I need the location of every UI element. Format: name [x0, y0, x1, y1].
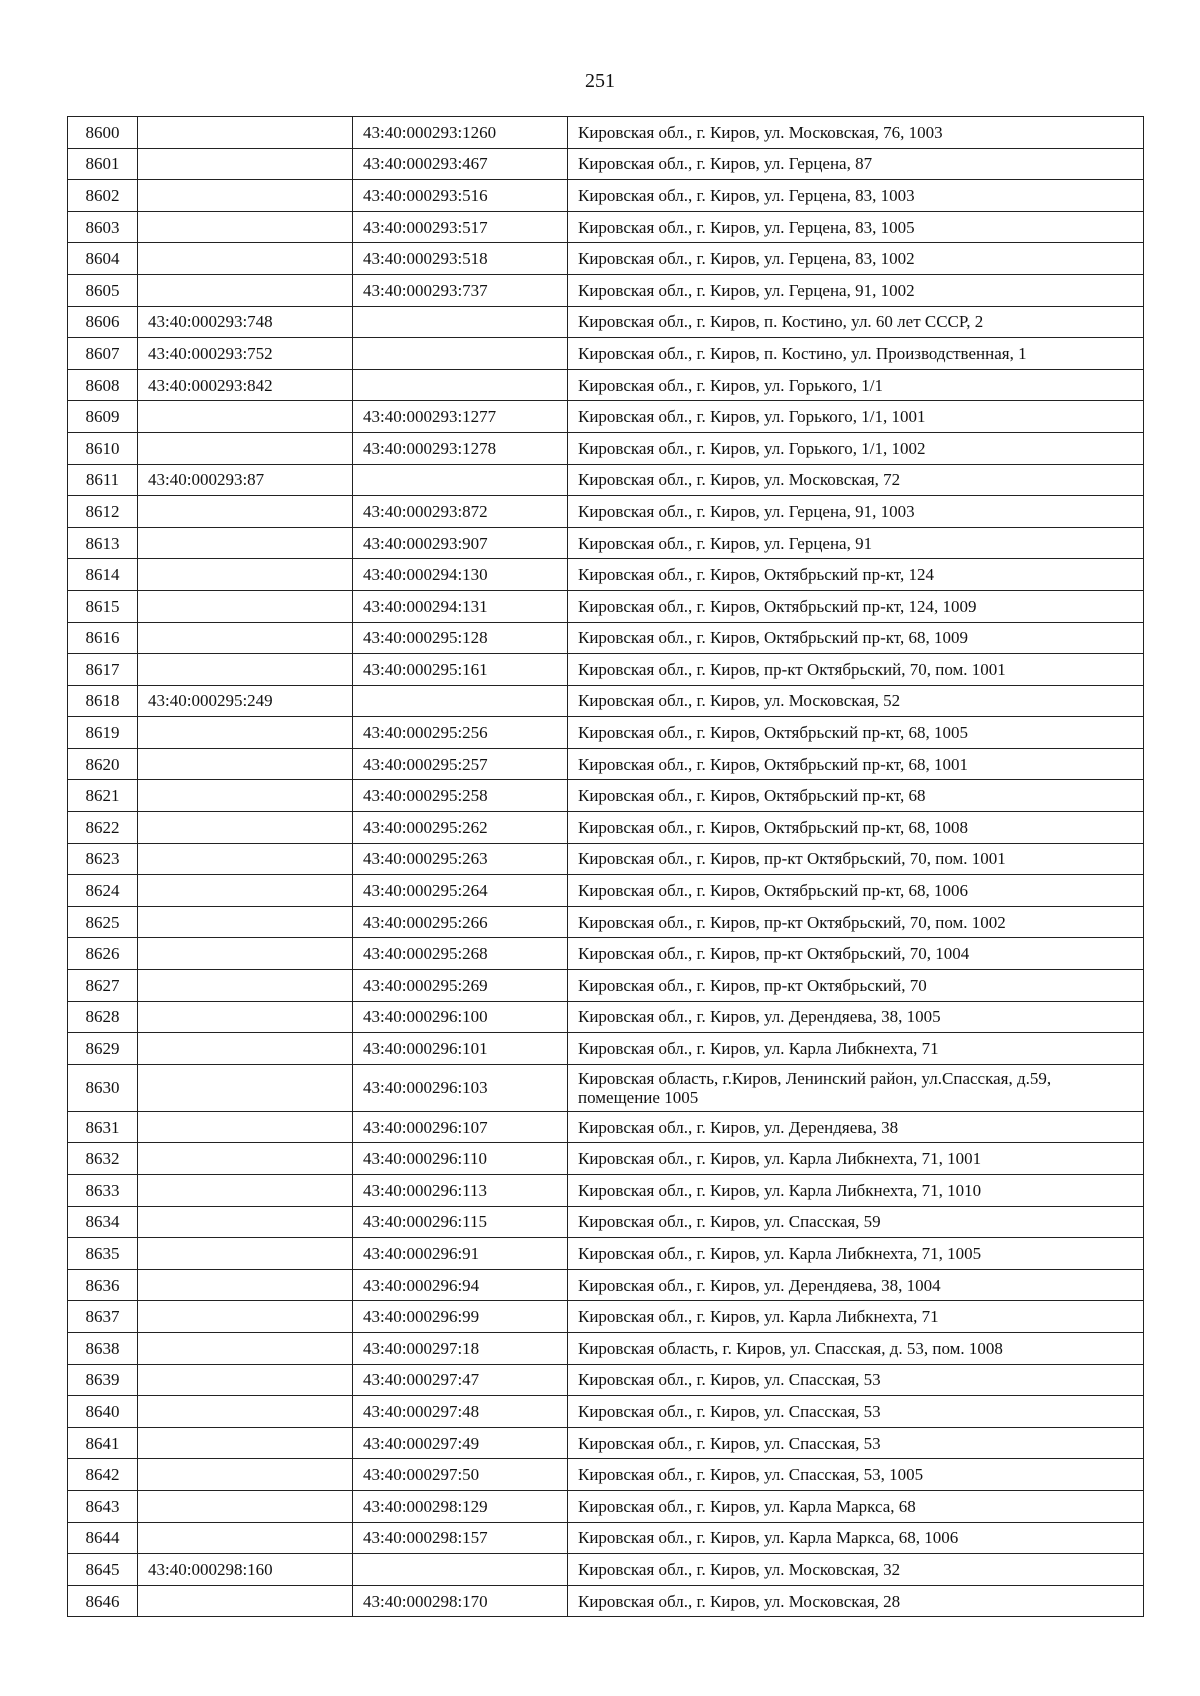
row-number-cell: 8609 — [68, 401, 138, 433]
building-cadastral-cell: 43:40:000298:157 — [353, 1522, 568, 1554]
address-cell: Кировская обл., г. Киров, ул. Карла Либкнехта, 71 — [568, 1301, 1144, 1333]
address-cell: Кировская обл., г. Киров, ул. Спасская, 53 — [568, 1427, 1144, 1459]
building-cadastral-cell: 43:40:000293:1260 — [353, 117, 568, 149]
building-cadastral-cell: 43:40:000293:872 — [353, 496, 568, 528]
address-cell: Кировская обл., г. Киров, ул. Карла Либкнехта, 71, 1005 — [568, 1238, 1144, 1270]
table-row — [68, 1238, 1144, 1270]
address-cell: Кировская обл., г. Киров, ул. Горького, 1/1 — [568, 369, 1144, 401]
building-cadastral-cell: 43:40:000295:128 — [353, 622, 568, 654]
building-cadastral-cell: 43:40:000298:170 — [353, 1585, 568, 1617]
land-cadastral-cell — [138, 1175, 353, 1207]
address-cell: Кировская обл., г. Киров, ул. Герцена, 83, 1005 — [568, 211, 1144, 243]
address-cell: Кировская обл., г. Киров, ул. Герцена, 91, 1003 — [568, 496, 1144, 528]
address-cell: Кировская обл., г. Киров, ул. Дерендяева, 38, 1004 — [568, 1269, 1144, 1301]
land-cadastral-cell — [138, 590, 353, 622]
table-row — [68, 369, 1144, 401]
table-row — [68, 1206, 1144, 1238]
address-cell: Кировская обл., г. Киров, ул. Спасская, 53 — [568, 1364, 1144, 1396]
land-cadastral-cell — [138, 938, 353, 970]
building-cadastral-cell: 43:40:000293:907 — [353, 527, 568, 559]
table-row — [68, 464, 1144, 496]
land-cadastral-cell — [138, 1269, 353, 1301]
row-number-cell: 8638 — [68, 1332, 138, 1364]
land-cadastral-cell — [138, 1001, 353, 1033]
table-row — [68, 274, 1144, 306]
address-cell: Кировская обл., г. Киров, пр-кт Октябрьский, 70, 1004 — [568, 938, 1144, 970]
table-body — [68, 117, 1144, 1617]
address-cell: Кировская обл., г. Киров, пр-кт Октябрьский, 70, пом. 1001 — [568, 654, 1144, 686]
land-cadastral-cell — [138, 717, 353, 749]
row-number-cell: 8637 — [68, 1301, 138, 1333]
land-cadastral-cell — [138, 780, 353, 812]
address-cell: Кировская обл., г. Киров, ул. Московская, 72 — [568, 464, 1144, 496]
row-number-cell: 8618 — [68, 685, 138, 717]
land-cadastral-cell: 43:40:000293:748 — [138, 306, 353, 338]
building-cadastral-cell: 43:40:000297:50 — [353, 1459, 568, 1491]
table-row — [68, 211, 1144, 243]
row-number-cell: 8617 — [68, 654, 138, 686]
table-row — [68, 243, 1144, 275]
row-number-cell: 8629 — [68, 1033, 138, 1065]
building-cadastral-cell: 43:40:000298:129 — [353, 1490, 568, 1522]
land-cadastral-cell — [138, 1522, 353, 1554]
address-cell: Кировская обл., г. Киров, п. Костино, ул. 60 лет СССР, 2 — [568, 306, 1144, 338]
address-cell: Кировская обл., г. Киров, ул. Московская, 28 — [568, 1585, 1144, 1617]
land-cadastral-cell — [138, 432, 353, 464]
address-cell: Кировская обл., г. Киров, ул. Карла Либкнехта, 71 — [568, 1033, 1144, 1065]
row-number-cell: 8604 — [68, 243, 138, 275]
building-cadastral-cell: 43:40:000297:49 — [353, 1427, 568, 1459]
row-number-cell: 8639 — [68, 1364, 138, 1396]
table-row — [68, 1396, 1144, 1428]
table-row — [68, 906, 1144, 938]
table-row — [68, 1332, 1144, 1364]
row-number-cell: 8645 — [68, 1554, 138, 1586]
land-cadastral-cell — [138, 622, 353, 654]
row-number-cell: 8627 — [68, 970, 138, 1002]
land-cadastral-cell — [138, 1238, 353, 1270]
cadastral-table — [67, 116, 1144, 1617]
land-cadastral-cell — [138, 875, 353, 907]
building-cadastral-cell: 43:40:000294:131 — [353, 590, 568, 622]
table-row — [68, 1459, 1144, 1491]
row-number-cell: 8601 — [68, 148, 138, 180]
land-cadastral-cell — [138, 970, 353, 1002]
table-row — [68, 1585, 1144, 1617]
address-cell: Кировская обл., г. Киров, пр-кт Октябрьский, 70, пом. 1002 — [568, 906, 1144, 938]
building-cadastral-cell: 43:40:000296:110 — [353, 1143, 568, 1175]
address-cell: Кировская обл., г. Киров, Октябрьский пр-кт, 68 — [568, 780, 1144, 812]
building-cadastral-cell — [353, 338, 568, 370]
building-cadastral-cell: 43:40:000296:103 — [353, 1064, 568, 1111]
row-number-cell: 8640 — [68, 1396, 138, 1428]
row-number-cell: 8621 — [68, 780, 138, 812]
building-cadastral-cell — [353, 464, 568, 496]
row-number-cell: 8603 — [68, 211, 138, 243]
building-cadastral-cell: 43:40:000296:91 — [353, 1238, 568, 1270]
table-row — [68, 748, 1144, 780]
building-cadastral-cell: 43:40:000295:262 — [353, 812, 568, 844]
table-row — [68, 812, 1144, 844]
address-cell: Кировская обл., г. Киров, ул. Московская, 52 — [568, 685, 1144, 717]
table-row — [68, 148, 1144, 180]
land-cadastral-cell — [138, 496, 353, 528]
building-cadastral-cell: 43:40:000295:258 — [353, 780, 568, 812]
land-cadastral-cell — [138, 1585, 353, 1617]
building-cadastral-cell: 43:40:000297:18 — [353, 1332, 568, 1364]
address-cell: Кировская область, г. Киров, ул. Спасская, д. 53, пом. 1008 — [568, 1332, 1144, 1364]
land-cadastral-cell — [138, 1332, 353, 1364]
table-row — [68, 1143, 1144, 1175]
row-number-cell: 8626 — [68, 938, 138, 970]
land-cadastral-cell — [138, 211, 353, 243]
building-cadastral-cell: 43:40:000295:257 — [353, 748, 568, 780]
building-cadastral-cell: 43:40:000293:516 — [353, 180, 568, 212]
table-row — [68, 780, 1144, 812]
building-cadastral-cell — [353, 306, 568, 338]
building-cadastral-cell: 43:40:000295:263 — [353, 843, 568, 875]
table-row — [68, 1175, 1144, 1207]
table-row — [68, 938, 1144, 970]
table-row — [68, 590, 1144, 622]
row-number-cell: 8628 — [68, 1001, 138, 1033]
land-cadastral-cell — [138, 1396, 353, 1428]
land-cadastral-cell — [138, 527, 353, 559]
address-cell: Кировская обл., г. Киров, ул. Горького, 1/1, 1001 — [568, 401, 1144, 433]
building-cadastral-cell: 43:40:000295:264 — [353, 875, 568, 907]
land-cadastral-cell: 43:40:000293:842 — [138, 369, 353, 401]
row-number-cell: 8624 — [68, 875, 138, 907]
table-row — [68, 1064, 1144, 1111]
table-row — [68, 1269, 1144, 1301]
address-cell: Кировская обл., г. Киров, ул. Горького, 1/1, 1002 — [568, 432, 1144, 464]
table-row — [68, 401, 1144, 433]
row-number-cell: 8619 — [68, 717, 138, 749]
land-cadastral-cell — [138, 401, 353, 433]
table-row — [68, 527, 1144, 559]
building-cadastral-cell — [353, 685, 568, 717]
building-cadastral-cell: 43:40:000296:101 — [353, 1033, 568, 1065]
table-row — [68, 654, 1144, 686]
row-number-cell: 8613 — [68, 527, 138, 559]
address-cell: Кировская область, г.Киров, Ленинский район, ул.Спасская, д.59, помещение 1005 — [568, 1064, 1144, 1111]
building-cadastral-cell: 43:40:000294:130 — [353, 559, 568, 591]
land-cadastral-cell — [138, 243, 353, 275]
row-number-cell: 8641 — [68, 1427, 138, 1459]
land-cadastral-cell — [138, 1206, 353, 1238]
building-cadastral-cell: 43:40:000295:269 — [353, 970, 568, 1002]
table-row — [68, 622, 1144, 654]
table-row — [68, 875, 1144, 907]
building-cadastral-cell: 43:40:000295:266 — [353, 906, 568, 938]
building-cadastral-cell: 43:40:000296:113 — [353, 1175, 568, 1207]
address-cell: Кировская обл., г. Киров, ул. Дерендяева, 38 — [568, 1111, 1144, 1143]
land-cadastral-cell — [138, 1459, 353, 1491]
address-cell: Кировская обл., г. Киров, ул. Московская, 76, 1003 — [568, 117, 1144, 149]
building-cadastral-cell — [353, 369, 568, 401]
table-row — [68, 180, 1144, 212]
row-number-cell: 8634 — [68, 1206, 138, 1238]
building-cadastral-cell: 43:40:000293:1278 — [353, 432, 568, 464]
land-cadastral-cell — [138, 1490, 353, 1522]
address-cell: Кировская обл., г. Киров, ул. Карла Либкнехта, 71, 1010 — [568, 1175, 1144, 1207]
building-cadastral-cell: 43:40:000293:1277 — [353, 401, 568, 433]
row-number-cell: 8623 — [68, 843, 138, 875]
row-number-cell: 8610 — [68, 432, 138, 464]
building-cadastral-cell: 43:40:000295:161 — [353, 654, 568, 686]
address-cell: Кировская обл., г. Киров, Октябрьский пр-кт, 68, 1001 — [568, 748, 1144, 780]
table-row — [68, 1490, 1144, 1522]
building-cadastral-cell: 43:40:000296:115 — [353, 1206, 568, 1238]
row-number-cell: 8611 — [68, 464, 138, 496]
address-cell: Кировская обл., г. Киров, Октябрьский пр-кт, 124 — [568, 559, 1144, 591]
page-number: 251 — [585, 70, 615, 92]
row-number-cell: 8600 — [68, 117, 138, 149]
address-cell: Кировская обл., г. Киров, ул. Герцена, 91 — [568, 527, 1144, 559]
land-cadastral-cell — [138, 1427, 353, 1459]
address-cell: Кировская обл., г. Киров, ул. Карла Маркса, 68, 1006 — [568, 1522, 1144, 1554]
address-cell: Кировская обл., г. Киров, пр-кт Октябрьский, 70, пом. 1001 — [568, 843, 1144, 875]
land-cadastral-cell — [138, 748, 353, 780]
table-row — [68, 338, 1144, 370]
land-cadastral-cell — [138, 812, 353, 844]
row-number-cell: 8614 — [68, 559, 138, 591]
building-cadastral-cell: 43:40:000293:467 — [353, 148, 568, 180]
table-row — [68, 717, 1144, 749]
land-cadastral-cell — [138, 1111, 353, 1143]
building-cadastral-cell: 43:40:000293:737 — [353, 274, 568, 306]
address-cell: Кировская обл., г. Киров, Октябрьский пр-кт, 124, 1009 — [568, 590, 1144, 622]
building-cadastral-cell: 43:40:000293:518 — [353, 243, 568, 275]
address-cell: Кировская обл., г. Киров, ул. Спасская, 53 — [568, 1396, 1144, 1428]
land-cadastral-cell — [138, 906, 353, 938]
address-cell: Кировская обл., г. Киров, ул. Карла Маркса, 68 — [568, 1490, 1144, 1522]
row-number-cell: 8608 — [68, 369, 138, 401]
building-cadastral-cell: 43:40:000296:107 — [353, 1111, 568, 1143]
address-cell: Кировская обл., г. Киров, пр-кт Октябрьский, 70 — [568, 970, 1144, 1002]
table-row — [68, 1301, 1144, 1333]
building-cadastral-cell: 43:40:000297:48 — [353, 1396, 568, 1428]
building-cadastral-cell — [353, 1554, 568, 1586]
address-cell: Кировская обл., г. Киров, Октябрьский пр-кт, 68, 1008 — [568, 812, 1144, 844]
address-cell: Кировская обл., г. Киров, Октябрьский пр-кт, 68, 1009 — [568, 622, 1144, 654]
table-row — [68, 1033, 1144, 1065]
row-number-cell: 8630 — [68, 1064, 138, 1111]
row-number-cell: 8625 — [68, 906, 138, 938]
address-cell: Кировская обл., г. Киров, ул. Карла Либкнехта, 71, 1001 — [568, 1143, 1144, 1175]
building-cadastral-cell: 43:40:000296:100 — [353, 1001, 568, 1033]
address-cell: Кировская обл., г. Киров, ул. Герцена, 91, 1002 — [568, 274, 1144, 306]
table-row — [68, 685, 1144, 717]
land-cadastral-cell — [138, 117, 353, 149]
building-cadastral-cell: 43:40:000295:256 — [353, 717, 568, 749]
row-number-cell: 8643 — [68, 1490, 138, 1522]
address-cell: Кировская обл., г. Киров, Октябрьский пр-кт, 68, 1006 — [568, 875, 1144, 907]
address-cell: Кировская обл., г. Киров, ул. Герцена, 87 — [568, 148, 1144, 180]
row-number-cell: 8616 — [68, 622, 138, 654]
address-cell: Кировская обл., г. Киров, ул. Дерендяева, 38, 1005 — [568, 1001, 1144, 1033]
address-cell: Кировская обл., г. Киров, ул. Спасская, 59 — [568, 1206, 1144, 1238]
land-cadastral-cell — [138, 559, 353, 591]
row-number-cell: 8642 — [68, 1459, 138, 1491]
row-number-cell: 8632 — [68, 1143, 138, 1175]
building-cadastral-cell: 43:40:000296:94 — [353, 1269, 568, 1301]
row-number-cell: 8636 — [68, 1269, 138, 1301]
table-row — [68, 432, 1144, 464]
building-cadastral-cell: 43:40:000295:268 — [353, 938, 568, 970]
land-cadastral-cell — [138, 1064, 353, 1111]
table-row — [68, 496, 1144, 528]
row-number-cell: 8633 — [68, 1175, 138, 1207]
table-row — [68, 1364, 1144, 1396]
row-number-cell: 8602 — [68, 180, 138, 212]
table-row — [68, 1001, 1144, 1033]
building-cadastral-cell: 43:40:000297:47 — [353, 1364, 568, 1396]
address-cell: Кировская обл., г. Киров, ул. Герцена, 83, 1003 — [568, 180, 1144, 212]
row-number-cell: 8605 — [68, 274, 138, 306]
row-number-cell: 8635 — [68, 1238, 138, 1270]
row-number-cell: 8644 — [68, 1522, 138, 1554]
land-cadastral-cell — [138, 1143, 353, 1175]
land-cadastral-cell: 43:40:000295:249 — [138, 685, 353, 717]
table-row — [68, 970, 1144, 1002]
row-number-cell: 8615 — [68, 590, 138, 622]
land-cadastral-cell — [138, 1033, 353, 1065]
land-cadastral-cell — [138, 1301, 353, 1333]
table-row — [68, 117, 1144, 149]
row-number-cell: 8620 — [68, 748, 138, 780]
row-number-cell: 8606 — [68, 306, 138, 338]
row-number-cell: 8646 — [68, 1585, 138, 1617]
address-cell: Кировская обл., г. Киров, ул. Московская, 32 — [568, 1554, 1144, 1586]
address-cell: Кировская обл., г. Киров, ул. Герцена, 83, 1002 — [568, 243, 1144, 275]
table-row — [68, 1427, 1144, 1459]
land-cadastral-cell: 43:40:000293:752 — [138, 338, 353, 370]
land-cadastral-cell — [138, 1364, 353, 1396]
address-cell: Кировская обл., г. Киров, п. Костино, ул. Производственная, 1 — [568, 338, 1144, 370]
table-row — [68, 1522, 1144, 1554]
land-cadastral-cell: 43:40:000293:87 — [138, 464, 353, 496]
building-cadastral-cell: 43:40:000296:99 — [353, 1301, 568, 1333]
row-number-cell: 8612 — [68, 496, 138, 528]
row-number-cell: 8631 — [68, 1111, 138, 1143]
land-cadastral-cell — [138, 654, 353, 686]
address-cell: Кировская обл., г. Киров, ул. Спасская, 53, 1005 — [568, 1459, 1144, 1491]
land-cadastral-cell — [138, 180, 353, 212]
building-cadastral-cell: 43:40:000293:517 — [353, 211, 568, 243]
table-row — [68, 559, 1144, 591]
table-row — [68, 306, 1144, 338]
address-cell: Кировская обл., г. Киров, Октябрьский пр-кт, 68, 1005 — [568, 717, 1144, 749]
land-cadastral-cell: 43:40:000298:160 — [138, 1554, 353, 1586]
table-row — [68, 843, 1144, 875]
row-number-cell: 8607 — [68, 338, 138, 370]
land-cadastral-cell — [138, 843, 353, 875]
table-row — [68, 1554, 1144, 1586]
land-cadastral-cell — [138, 274, 353, 306]
row-number-cell: 8622 — [68, 812, 138, 844]
land-cadastral-cell — [138, 148, 353, 180]
table-row — [68, 1111, 1144, 1143]
